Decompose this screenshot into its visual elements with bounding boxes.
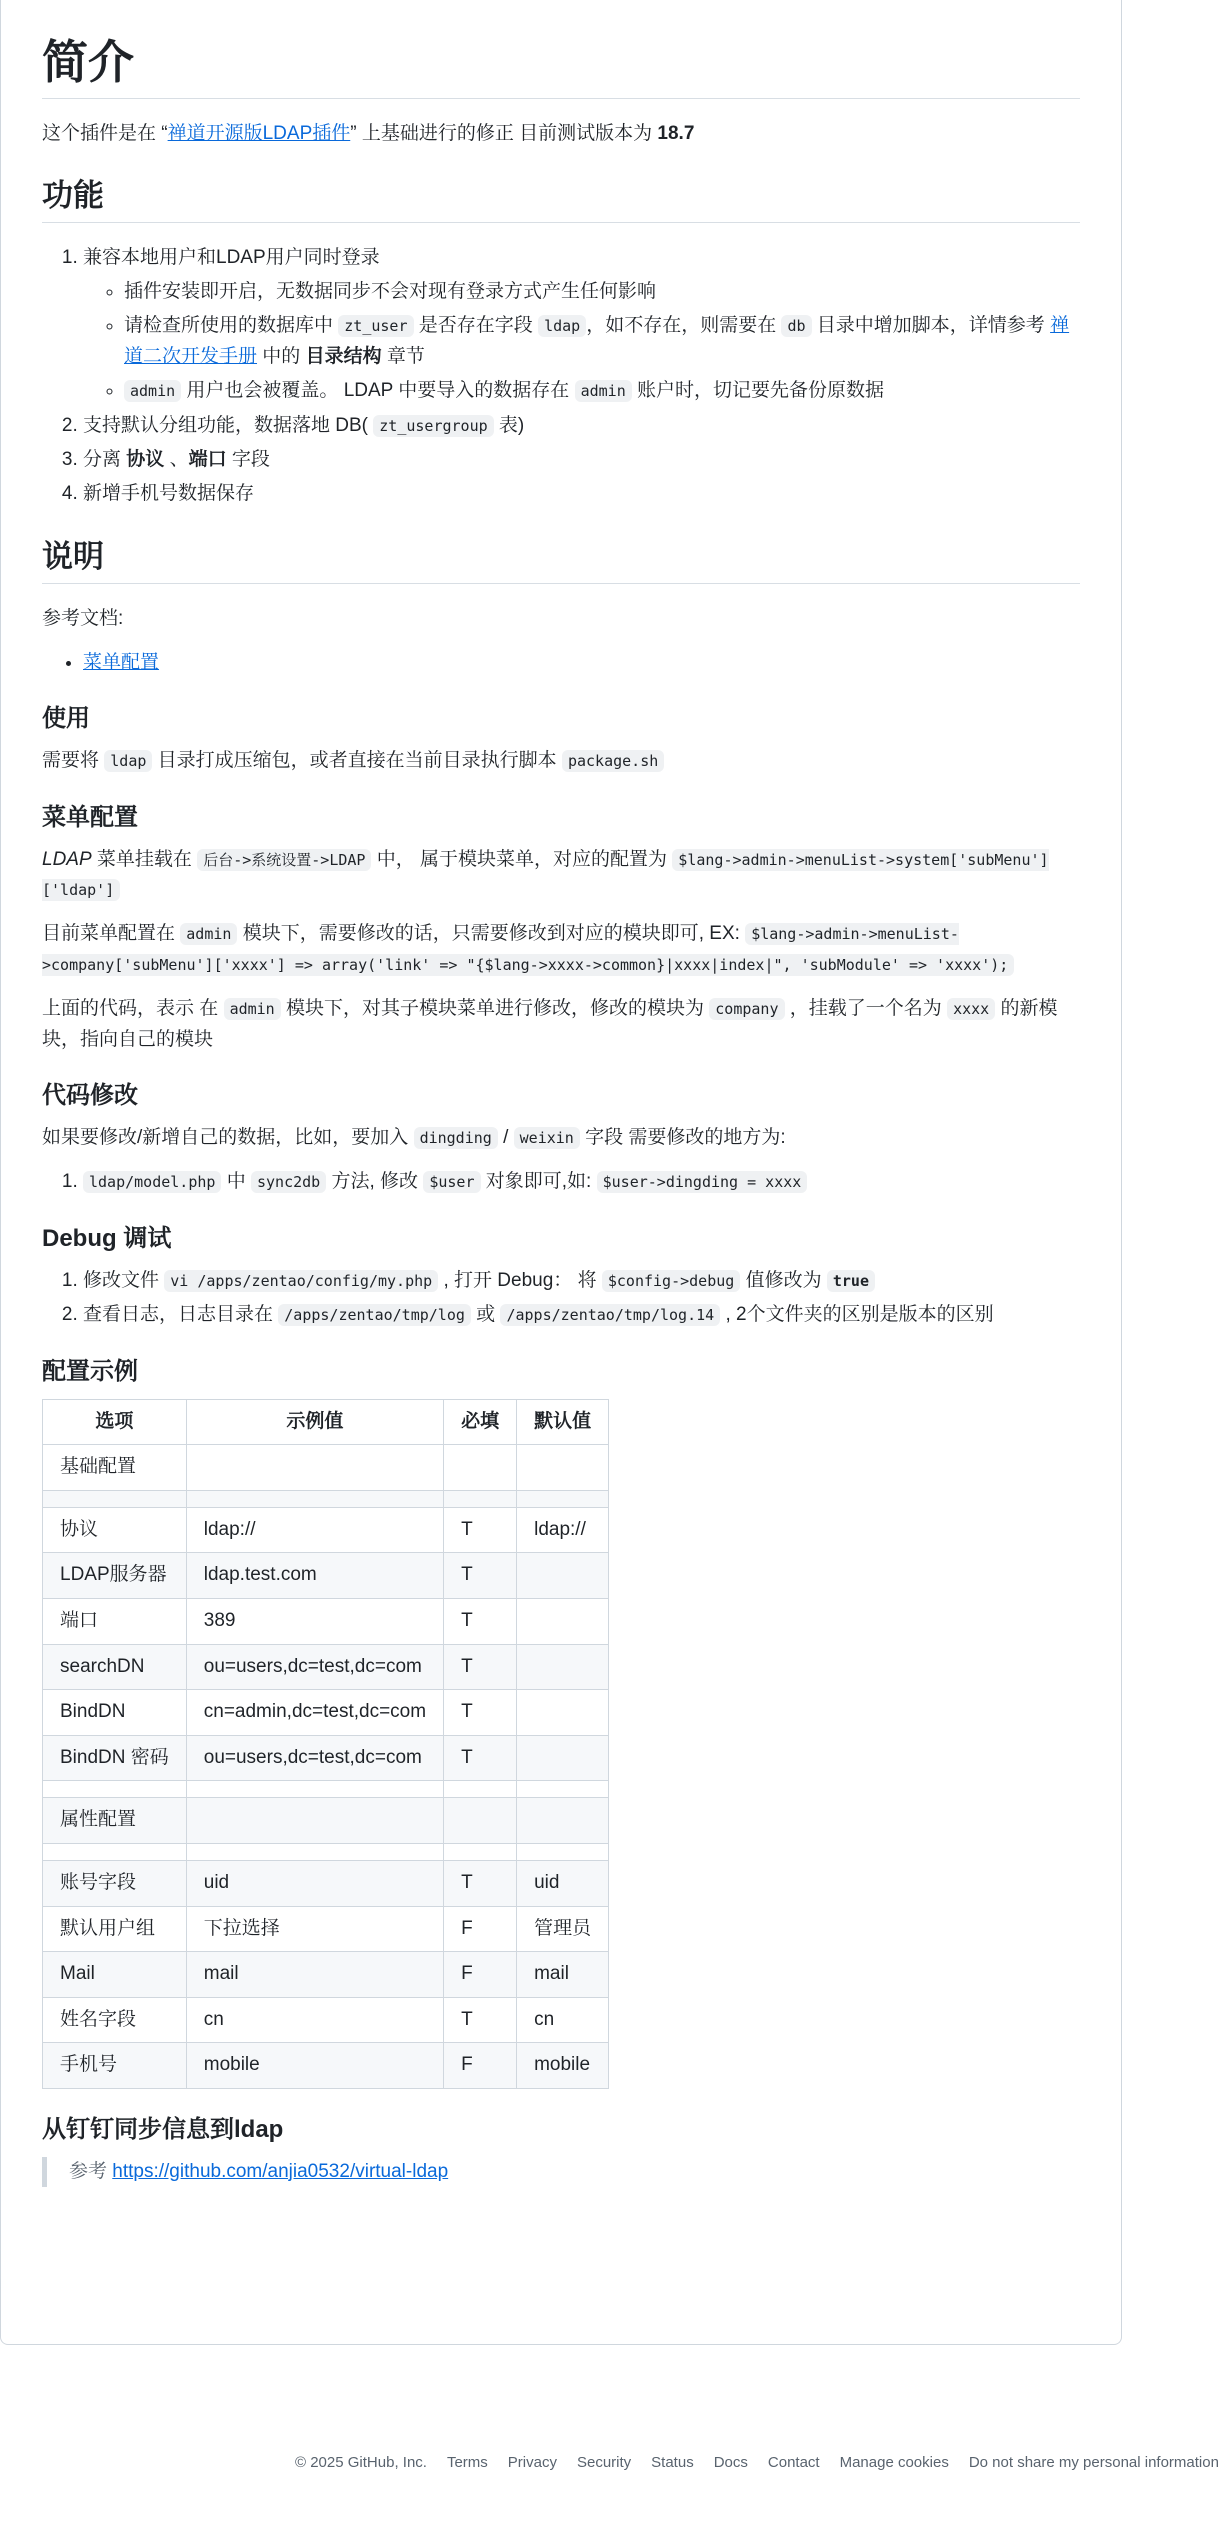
table-cell: T (444, 1553, 517, 1599)
list-item (83, 411, 1080, 441)
text: 模块下，需要修改的话，只需要修改到对应的模块即可, EX: (237, 923, 746, 945)
code: sync2db (251, 1171, 326, 1193)
table-cell: 默认用户组 (43, 1906, 187, 1952)
table-cell: cn (517, 1997, 609, 2043)
table-cell (186, 1781, 443, 1798)
text: 目录打成压缩包，或者直接在当前目录执行脚本 (152, 750, 562, 772)
table-cell (517, 1553, 609, 1599)
footer-link-manage-cookies[interactable]: Manage cookies (839, 2454, 949, 2471)
text: 表) (493, 414, 525, 436)
code: zt_user (338, 315, 413, 337)
text: 对象即可,如: (480, 1171, 597, 1193)
table-cell (444, 1843, 517, 1860)
text: 是否存在字段 (413, 315, 539, 337)
text: ，挂载了一个名为 (784, 998, 948, 1020)
code: /apps/zentao/tmp/log (278, 1304, 471, 1326)
footer-link-status[interactable]: Status (651, 2454, 694, 2471)
virtual-ldap-link[interactable]: https://github.com/anjia0532/virtual-ldap (112, 2160, 449, 2182)
list-item (83, 1167, 1080, 1197)
table-cell: ou=users,dc=test,dc=com (186, 1735, 443, 1781)
quote-paragraph (69, 2157, 1080, 2187)
code: $config->debug (602, 1270, 740, 1292)
heading-code-modification: 代码修改 (42, 1082, 138, 1110)
code: ldap (538, 315, 586, 337)
footer-link-docs[interactable]: Docs (713, 2454, 748, 2471)
heading-menu-config: 菜单配置 (42, 803, 138, 831)
table-cell (517, 1445, 609, 1491)
table-cell: T (444, 1735, 517, 1781)
column-header: 选项 (43, 1399, 187, 1445)
table-cell: cn (186, 1997, 443, 2043)
table-row (43, 1952, 609, 1998)
table-row (43, 1490, 609, 1507)
heading-usage: 使用 (42, 705, 90, 733)
code: xxxx (947, 998, 995, 1020)
table-row (43, 1553, 609, 1599)
table-cell (186, 1490, 443, 1507)
footer-link-terms[interactable]: Terms (446, 2454, 488, 2471)
table-row (43, 1843, 609, 1860)
code: admin (180, 923, 237, 945)
table-cell: 管理员 (517, 1906, 609, 1952)
ref-list (42, 648, 1080, 678)
strong-text: 端口 (188, 448, 227, 470)
zentao-ldap-plugin-link[interactable]: 禅道开源版LDAP插件 (167, 122, 351, 144)
table-cell (43, 1490, 187, 1507)
heading-intro: 简介 (42, 34, 1080, 99)
code: vi /apps/zentao/config/my.php (164, 1270, 438, 1292)
table-cell (517, 1490, 609, 1507)
table-cell (517, 1644, 609, 1690)
text: 的新模块，指向自己的模块 (42, 998, 1058, 1050)
code: ldap/model.php (83, 1171, 221, 1193)
list-item (83, 1300, 1080, 1330)
code: admin (124, 380, 181, 402)
text: 中 (221, 1171, 251, 1193)
strong-text: 目录结构 (305, 345, 382, 367)
table-cell (517, 1843, 609, 1860)
column-header: 默认值 (517, 1399, 609, 1445)
text: 查看日志，日志目录在 (83, 1304, 279, 1326)
text: 用户也会被覆盖。 LDAP 中要导入的数据存在 (181, 380, 575, 402)
table-cell (517, 1598, 609, 1644)
table-row (43, 2043, 609, 2089)
code: db (781, 315, 811, 337)
heading-config-example: 配置示例 (42, 1357, 138, 1385)
table-cell: 姓名字段 (43, 1997, 187, 2043)
footer-link-security[interactable]: Security (576, 2454, 632, 2471)
footer-link-contact[interactable]: Contact (767, 2454, 820, 2471)
text: 上面的代码，表示 在 (42, 998, 224, 1020)
menu-paragraph-1 (42, 845, 1080, 906)
text: / (497, 1127, 514, 1149)
list-item (124, 376, 1080, 406)
footer-link-do-not-share[interactable]: Do not share my personal information (968, 2454, 1219, 2471)
ref-paragraph: 参考文档: (42, 607, 124, 629)
table-cell: 389 (186, 1598, 443, 1644)
text: 目录中增加脚本，详情参考 (811, 315, 1051, 337)
table-cell: T (444, 1598, 517, 1644)
table-cell (444, 1445, 517, 1491)
list-item (83, 648, 1080, 678)
table-row (43, 1507, 609, 1553)
list-item (83, 1266, 1080, 1296)
list-item (83, 243, 1080, 407)
code: 后台->系统设置->LDAP (197, 849, 371, 871)
table-cell: mail (186, 1952, 443, 1998)
table-cell (186, 1798, 443, 1844)
emphasis-text: LDAP (42, 848, 92, 870)
table-cell: T (444, 1860, 517, 1906)
table-cell: ldap.test.com (186, 1553, 443, 1599)
table-cell: T (444, 1644, 517, 1690)
menu-paragraph-3 (42, 994, 1080, 1055)
table-cell (186, 1445, 443, 1491)
table-cell: T (444, 1997, 517, 2043)
text: 方法, 修改 (326, 1171, 424, 1193)
site-footer (285, 2448, 1219, 2478)
code: package.sh (562, 750, 664, 772)
list-item: 4. 新增手机号数据保存 (83, 479, 1080, 509)
table-cell: 下拉选择 (186, 1906, 443, 1952)
dev-manual-link[interactable]: 禅道二次开发手册 (124, 315, 1070, 367)
code: $lang->admin->menuList->company['subMenu']['xxxx'] => array('link' => "{$lang->xxxx->common}|xxxx|index|", 'subModule' => 'xxxx'); (42, 923, 1014, 975)
code (827, 1270, 875, 1292)
table-cell: 基础配置 (43, 1445, 187, 1491)
code: zt_usergroup (373, 415, 493, 437)
list-item (124, 311, 1080, 372)
text: 、 (164, 448, 189, 470)
table-cell (517, 1798, 609, 1844)
table-cell: mobile (186, 2043, 443, 2089)
text: 中的 (257, 345, 306, 367)
table-cell: ou=users,dc=test,dc=com (186, 1644, 443, 1690)
table-cell (444, 1490, 517, 1507)
table-cell: searchDN (43, 1644, 187, 1690)
text: 值修改为 (740, 1269, 827, 1291)
table-cell: 属性配置 (43, 1798, 187, 1844)
text: 模块下，对其子模块菜单进行修改，修改的模块为 (280, 998, 710, 1020)
table-cell: T (444, 1690, 517, 1736)
table-row (43, 1598, 609, 1644)
table-row (43, 1781, 609, 1798)
table-row (43, 1798, 609, 1844)
table-cell (517, 1690, 609, 1736)
text: 请检查所使用的数据库中 (124, 315, 339, 337)
text: 参考 (69, 2160, 113, 2182)
text: 中， 属于模块菜单，对应的配置为 (371, 848, 673, 870)
table-cell: ldap:// (517, 1507, 609, 1553)
table-cell (186, 1843, 443, 1860)
table-cell: cn=admin,dc=test,dc=com (186, 1690, 443, 1736)
text: 支持默认分组功能，数据落地 DB( (83, 414, 374, 436)
table-header-row (43, 1399, 609, 1445)
heading-dingtalk-sync: 从钉钉同步信息到ldap (42, 2115, 284, 2143)
text: 账户时，切记要先备份原数据 (631, 380, 885, 402)
text: 需要将 (42, 750, 105, 772)
strong-text: true (832, 1271, 869, 1290)
table-cell (444, 1798, 517, 1844)
config-table (42, 1399, 609, 2089)
table-cell: uid (186, 1860, 443, 1906)
features-list (42, 243, 1080, 510)
table-row (43, 1906, 609, 1952)
list-item: ◦ 插件安装即开启，无数据同步不会对现有登录方式产生任何影响 (124, 277, 1080, 307)
text: , 打开 Debug： 将 (438, 1269, 602, 1291)
copyright-text: © 2025 GitHub, Inc. (295, 2454, 427, 2471)
readme-content (42, 0, 1080, 2201)
text: 字段 (226, 448, 270, 470)
table-cell: LDAP服务器 (43, 1553, 187, 1599)
code: admin (224, 998, 281, 1020)
table-cell: F (444, 2043, 517, 2089)
table-cell: mobile (517, 2043, 609, 2089)
usage-paragraph (42, 746, 1080, 776)
text: 目前菜单配置在 (42, 923, 181, 945)
heading-debug: Debug 调试 (42, 1224, 172, 1252)
text: ” 上基础进行的修正 目前测试版本为 (350, 122, 658, 144)
heading-notes: 说明 (42, 538, 1080, 584)
sync-quote (42, 2157, 1080, 2187)
column-header: 示例值 (186, 1399, 443, 1445)
table-cell: mail (517, 1952, 609, 1998)
table-cell: uid (517, 1860, 609, 1906)
table-row (43, 1445, 609, 1491)
list-item (83, 445, 1080, 475)
code: admin (575, 380, 632, 402)
table-cell (517, 1781, 609, 1798)
table-cell: 协议 (43, 1507, 187, 1553)
table-cell: Mail (43, 1952, 187, 1998)
code: ldap (104, 750, 152, 772)
table-row (43, 1690, 609, 1736)
table-cell: 账号字段 (43, 1860, 187, 1906)
code: /apps/zentao/tmp/log.14 (500, 1304, 720, 1326)
table-cell: BindDN (43, 1690, 187, 1736)
text: 菜单挂载在 (91, 848, 198, 870)
table-row (43, 1644, 609, 1690)
table-cell (43, 1843, 187, 1860)
code: $lang->admin->menuList->system['subMenu']['ldap'] (42, 850, 1049, 900)
table-row (43, 1860, 609, 1906)
menu-paragraph-2 (42, 919, 1080, 980)
code: dingding (414, 1127, 498, 1149)
menu-config-link[interactable]: 菜单配置 (83, 651, 160, 673)
table-row (43, 1735, 609, 1781)
intro-paragraph (42, 119, 1080, 149)
code: company (709, 998, 784, 1020)
table-cell (517, 1735, 609, 1781)
table-cell: ldap:// (186, 1507, 443, 1553)
text: 如果要修改/新增自己的数据，比如，要加入 (42, 1127, 414, 1149)
text: 章节 (381, 345, 425, 367)
heading-features: 功能 (42, 177, 1080, 223)
table-cell: T (444, 1507, 517, 1553)
text: ，如不存在，则需要在 (586, 315, 782, 337)
code: weixin (514, 1127, 580, 1149)
text: 或 (470, 1304, 501, 1326)
sub-list (83, 277, 1080, 407)
text: , 2个文件夹的区别是版本的区别 (720, 1304, 994, 1326)
code-mod-paragraph (42, 1123, 1080, 1153)
debug-list (42, 1266, 1080, 1331)
table-cell: 手机号 (43, 2043, 187, 2089)
text: 字段 需要修改的地方为: (579, 1127, 786, 1149)
table-cell: BindDN 密码 (43, 1735, 187, 1781)
strong-text: 协议 (126, 448, 165, 470)
table-cell (444, 1781, 517, 1798)
column-header: 必填 (444, 1399, 517, 1445)
code: $user->dingding = xxxx (597, 1171, 808, 1193)
text: 修改文件 (83, 1269, 165, 1291)
table-cell: 端口 (43, 1598, 187, 1644)
version-number: 18.7 (657, 122, 695, 144)
code-mod-list (42, 1167, 1080, 1197)
table-cell: F (444, 1906, 517, 1952)
table-row (43, 1997, 609, 2043)
text: 兼容本地用户和LDAP用户同时登录 (83, 246, 380, 268)
text: 这个插件是在 “ (42, 122, 168, 144)
footer-link-privacy[interactable]: Privacy (507, 2454, 557, 2471)
text: 分离 (83, 448, 127, 470)
table-cell (43, 1781, 187, 1798)
table-cell: F (444, 1952, 517, 1998)
code: $user (423, 1171, 480, 1193)
